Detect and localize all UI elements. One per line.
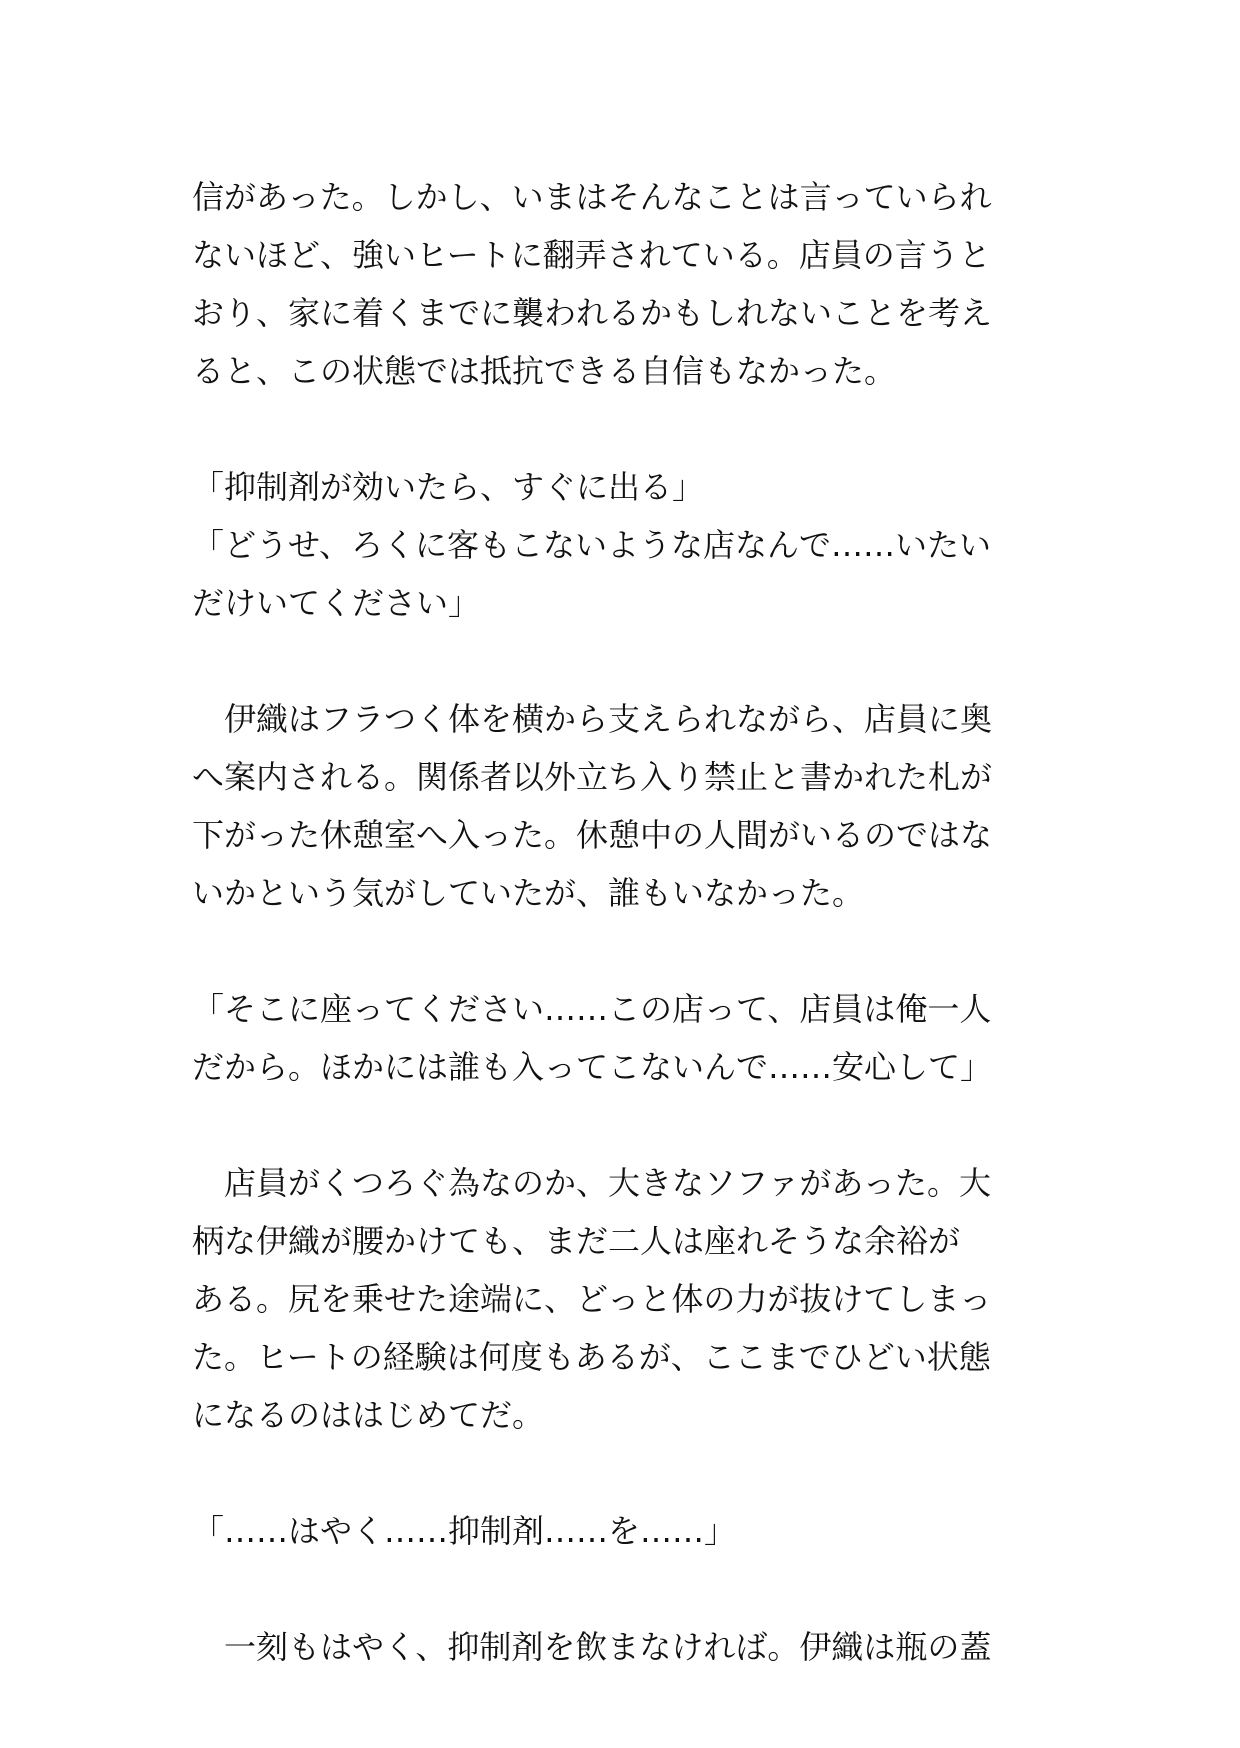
- text-line: た。ヒートの経験は何度もあるが、ここまでひどい状態: [192, 1338, 991, 1376]
- text-line: 「……はやく……抑制剤……を……」: [192, 1512, 737, 1550]
- text-line: ないほど、強いヒートに翻弄されている。店員の言うと: [192, 236, 991, 274]
- text-line: 信があった。しかし、いまはそんなことは言っていられ: [192, 178, 992, 216]
- text-line: 伊織はフラつく体を横から支えられながら、店員に奥: [192, 700, 993, 738]
- text-line: ある。尻を乗せた途端に、どっと体の力が抜けてしまっ: [192, 1280, 992, 1318]
- text-line: 下がった休憩室へ入った。休憩中の人間がいるのではな: [192, 816, 993, 854]
- body-text: [192, 168, 1072, 1676]
- text-line: 「そこに座ってください……この店って、店員は俺一人: [192, 990, 992, 1028]
- paragraph-gap: [192, 1560, 1072, 1618]
- paragraph-gap: [192, 922, 1072, 980]
- text-line: ると、この状態では抵抗できる自信もなかった。: [192, 352, 897, 390]
- text-line: へ案内される。関係者以外立ち入り禁止と書かれた札が: [192, 758, 993, 796]
- text-line: になるのははじめてだ。: [192, 1396, 545, 1434]
- text-line: おり、家に着くまでに襲われるかもしれないことを考え: [192, 294, 993, 332]
- text-line: いかという気がしていたが、誰もいなかった。: [192, 874, 865, 912]
- text-line: 「どうせ、ろくに客もこないような店なんで……いたい: [192, 526, 992, 564]
- text-line: 店員がくつろぐ為なのか、大きなソファがあった。大: [192, 1164, 992, 1202]
- paragraph-gap: [192, 1096, 1072, 1154]
- text-line: 一刻もはやく、抑制剤を飲まなければ。伊織は瓶の蓋: [192, 1628, 992, 1666]
- text-line: 「抑制剤が効いたら、すぐに出る」: [192, 468, 705, 506]
- paragraph-gap: [192, 1444, 1072, 1502]
- text-line: だけいてください」: [192, 584, 481, 622]
- text-line: 柄な伊織が腰かけても、まだ二人は座れそうな余裕が: [192, 1222, 961, 1260]
- text-line: だから。ほかには誰も入ってこないんで……安心して」: [192, 1048, 993, 1086]
- paragraph-gap: [192, 632, 1072, 690]
- paragraph-gap: [192, 400, 1072, 458]
